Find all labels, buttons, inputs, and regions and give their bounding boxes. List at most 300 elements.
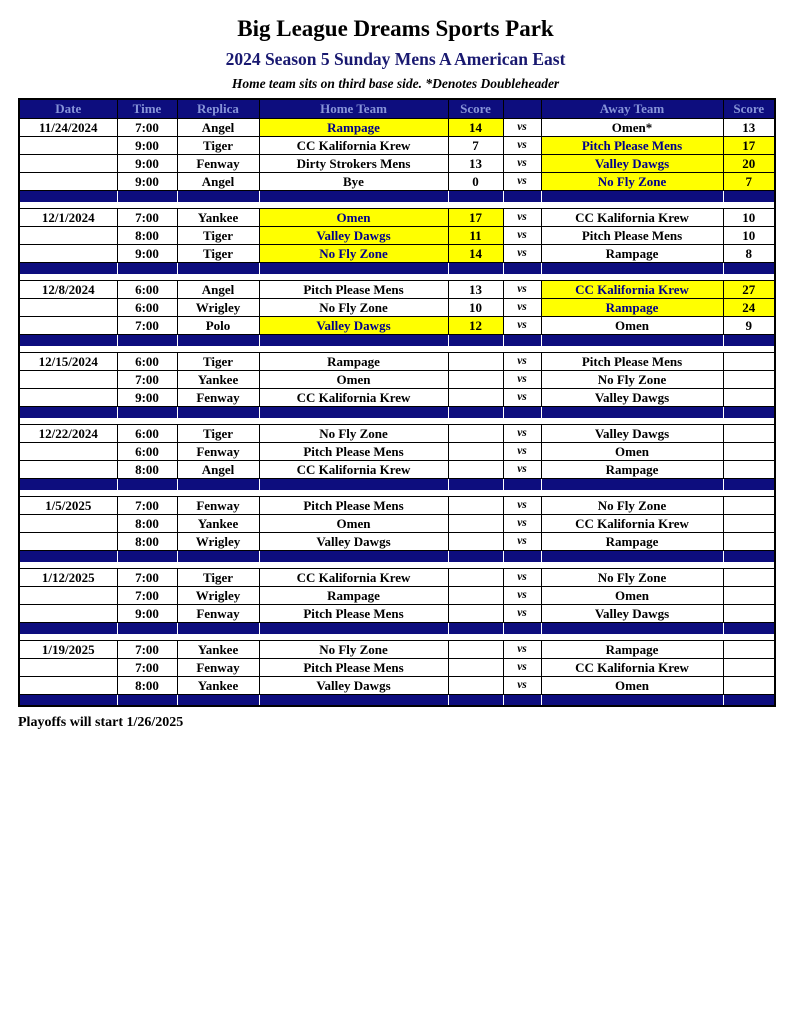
- date-cell: [19, 604, 117, 622]
- date-cell: 12/15/2024: [19, 352, 117, 370]
- separator-row: [19, 190, 775, 202]
- vs-cell: vs: [503, 370, 541, 388]
- replica-cell: Yankee: [177, 208, 259, 226]
- date-cell: [19, 136, 117, 154]
- home-score-cell: [448, 640, 503, 658]
- separator-row-cell: [259, 622, 448, 634]
- separator-row-cell: [19, 478, 117, 490]
- game-row: [19, 532, 775, 550]
- away-team-cell: Rampage: [541, 640, 723, 658]
- home-score-cell: [448, 370, 503, 388]
- away-score-cell: [723, 514, 775, 532]
- separator-row-cell: [723, 262, 775, 274]
- home-team-cell: Pitch Please Mens: [259, 604, 448, 622]
- away-team-cell: Rampage: [541, 244, 723, 262]
- separator-row-cell: [117, 622, 177, 634]
- away-team-cell: Valley Dawgs: [541, 424, 723, 442]
- replica-cell: Yankee: [177, 640, 259, 658]
- away-team-cell: Pitch Please Mens: [541, 226, 723, 244]
- time-cell: 7:00: [117, 568, 177, 586]
- home-team-cell: Rampage: [259, 586, 448, 604]
- separator-row-cell: [117, 478, 177, 490]
- home-score-cell: [448, 388, 503, 406]
- game-row: [19, 352, 775, 370]
- away-score-cell: 8: [723, 244, 775, 262]
- replica-cell: Fenway: [177, 442, 259, 460]
- home-score-cell: [448, 586, 503, 604]
- separator-row-cell: [177, 622, 259, 634]
- separator-row-cell: [723, 622, 775, 634]
- home-team-cell: CC Kalifornia Krew: [259, 568, 448, 586]
- replica-cell: Tiger: [177, 568, 259, 586]
- away-score-cell: 7: [723, 172, 775, 190]
- time-cell: 6:00: [117, 280, 177, 298]
- home-score-cell: 10: [448, 298, 503, 316]
- away-team-cell: Valley Dawgs: [541, 154, 723, 172]
- playoffs-note: Playoffs will start 1/26/2025: [18, 715, 184, 730]
- time-cell: 9:00: [117, 244, 177, 262]
- replica-cell: Tiger: [177, 226, 259, 244]
- home-team-cell: Pitch Please Mens: [259, 442, 448, 460]
- separator-row-cell: [177, 478, 259, 490]
- date-cell: [19, 442, 117, 460]
- away-team-cell: Rampage: [541, 460, 723, 478]
- column-header: Score: [723, 99, 775, 118]
- home-score-cell: 14: [448, 244, 503, 262]
- separator-row-cell: [541, 478, 723, 490]
- home-score-cell: 11: [448, 226, 503, 244]
- separator-row-cell: [503, 478, 541, 490]
- time-cell: 9:00: [117, 154, 177, 172]
- separator-row-cell: [503, 262, 541, 274]
- separator-row-cell: [541, 190, 723, 202]
- home-score-cell: [448, 604, 503, 622]
- vs-cell: vs: [503, 442, 541, 460]
- date-cell: [19, 316, 117, 334]
- vs-cell: vs: [503, 118, 541, 136]
- separator-row-cell: [177, 190, 259, 202]
- replica-cell: Tiger: [177, 424, 259, 442]
- separator-row-cell: [448, 550, 503, 562]
- away-team-cell: CC Kalifornia Krew: [541, 280, 723, 298]
- column-header: Score: [448, 99, 503, 118]
- home-score-cell: 12: [448, 316, 503, 334]
- replica-cell: Polo: [177, 316, 259, 334]
- time-cell: 9:00: [117, 604, 177, 622]
- date-cell: [19, 676, 117, 694]
- home-team-cell: Bye: [259, 172, 448, 190]
- away-score-cell: 27: [723, 280, 775, 298]
- vs-cell: vs: [503, 568, 541, 586]
- game-row: [19, 496, 775, 514]
- away-score-cell: [723, 604, 775, 622]
- time-cell: 7:00: [117, 208, 177, 226]
- home-team-cell: Valley Dawgs: [259, 676, 448, 694]
- vs-cell: vs: [503, 424, 541, 442]
- away-team-cell: Rampage: [541, 298, 723, 316]
- separator-row-cell: [541, 694, 723, 706]
- away-team-cell: No Fly Zone: [541, 496, 723, 514]
- date-cell: [19, 370, 117, 388]
- replica-cell: Fenway: [177, 388, 259, 406]
- game-row: [19, 244, 775, 262]
- date-cell: [19, 514, 117, 532]
- separator-row-cell: [19, 262, 117, 274]
- vs-cell: vs: [503, 604, 541, 622]
- vs-cell: vs: [503, 352, 541, 370]
- away-score-cell: [723, 586, 775, 604]
- separator-row: [19, 622, 775, 634]
- home-score-cell: [448, 460, 503, 478]
- separator-row-cell: [117, 190, 177, 202]
- replica-cell: Fenway: [177, 154, 259, 172]
- home-team-cell: Valley Dawgs: [259, 226, 448, 244]
- separator-row-cell: [723, 550, 775, 562]
- separator-row: [19, 406, 775, 418]
- home-team-cell: CC Kalifornia Krew: [259, 136, 448, 154]
- time-cell: 6:00: [117, 352, 177, 370]
- game-row: [19, 424, 775, 442]
- home-team-cell: Dirty Strokers Mens: [259, 154, 448, 172]
- separator-row: [19, 694, 775, 706]
- time-cell: 8:00: [117, 676, 177, 694]
- replica-cell: Fenway: [177, 658, 259, 676]
- separator-row-cell: [541, 262, 723, 274]
- column-header: Date: [19, 99, 117, 118]
- vs-cell: vs: [503, 658, 541, 676]
- home-score-cell: [448, 514, 503, 532]
- vs-cell: vs: [503, 496, 541, 514]
- game-row: [19, 604, 775, 622]
- date-cell: [19, 298, 117, 316]
- vs-cell: vs: [503, 298, 541, 316]
- vs-cell: vs: [503, 172, 541, 190]
- separator-row-cell: [177, 334, 259, 346]
- home-team-cell: No Fly Zone: [259, 298, 448, 316]
- separator-row-cell: [448, 622, 503, 634]
- separator-row-cell: [117, 694, 177, 706]
- game-row: [19, 298, 775, 316]
- home-score-cell: [448, 658, 503, 676]
- date-cell: [19, 154, 117, 172]
- separator-row-cell: [541, 622, 723, 634]
- separator-row-cell: [448, 334, 503, 346]
- separator-row-cell: [503, 622, 541, 634]
- time-cell: 6:00: [117, 442, 177, 460]
- home-score-cell: 13: [448, 280, 503, 298]
- away-score-cell: [723, 460, 775, 478]
- vs-cell: vs: [503, 280, 541, 298]
- vs-cell: vs: [503, 244, 541, 262]
- home-team-cell: Rampage: [259, 352, 448, 370]
- replica-cell: Wrigley: [177, 586, 259, 604]
- away-team-cell: No Fly Zone: [541, 568, 723, 586]
- time-cell: 6:00: [117, 298, 177, 316]
- date-cell: [19, 244, 117, 262]
- date-cell: 1/5/2025: [19, 496, 117, 514]
- schedule-table: [18, 98, 776, 707]
- date-cell: [19, 586, 117, 604]
- separator-row-cell: [19, 694, 117, 706]
- game-row: [19, 118, 775, 136]
- separator-row-cell: [177, 262, 259, 274]
- away-team-cell: CC Kalifornia Krew: [541, 514, 723, 532]
- home-team-cell: Valley Dawgs: [259, 532, 448, 550]
- date-cell: [19, 172, 117, 190]
- game-row: [19, 568, 775, 586]
- time-cell: 7:00: [117, 316, 177, 334]
- away-team-cell: Omen: [541, 586, 723, 604]
- away-team-cell: Omen: [541, 316, 723, 334]
- separator-row-cell: [541, 550, 723, 562]
- home-score-cell: 14: [448, 118, 503, 136]
- replica-cell: Angel: [177, 460, 259, 478]
- separator-row: [19, 478, 775, 490]
- away-team-cell: Pitch Please Mens: [541, 136, 723, 154]
- home-score-cell: [448, 676, 503, 694]
- vs-cell: vs: [503, 532, 541, 550]
- vs-cell: vs: [503, 208, 541, 226]
- home-team-cell: No Fly Zone: [259, 424, 448, 442]
- game-row: [19, 136, 775, 154]
- away-team-cell: Omen: [541, 442, 723, 460]
- date-cell: 12/8/2024: [19, 280, 117, 298]
- home-score-cell: [448, 532, 503, 550]
- away-score-cell: 17: [723, 136, 775, 154]
- replica-cell: Wrigley: [177, 298, 259, 316]
- away-score-cell: 24: [723, 298, 775, 316]
- away-team-cell: No Fly Zone: [541, 172, 723, 190]
- away-score-cell: [723, 442, 775, 460]
- away-score-cell: 10: [723, 208, 775, 226]
- column-header: Replica: [177, 99, 259, 118]
- time-cell: 7:00: [117, 118, 177, 136]
- vs-cell: vs: [503, 514, 541, 532]
- away-team-cell: Omen: [541, 676, 723, 694]
- game-row: [19, 154, 775, 172]
- separator-row-cell: [117, 550, 177, 562]
- time-cell: 7:00: [117, 640, 177, 658]
- home-team-cell: Pitch Please Mens: [259, 280, 448, 298]
- home-team-cell: Omen: [259, 514, 448, 532]
- time-cell: 7:00: [117, 370, 177, 388]
- home-score-cell: 7: [448, 136, 503, 154]
- time-cell: 6:00: [117, 424, 177, 442]
- separator-row-cell: [259, 262, 448, 274]
- away-team-cell: No Fly Zone: [541, 370, 723, 388]
- date-cell: 12/22/2024: [19, 424, 117, 442]
- date-cell: 12/1/2024: [19, 208, 117, 226]
- separator-row-cell: [259, 334, 448, 346]
- game-row: [19, 586, 775, 604]
- separator-row-cell: [19, 190, 117, 202]
- away-score-cell: [723, 676, 775, 694]
- time-cell: 8:00: [117, 460, 177, 478]
- separator-row-cell: [19, 406, 117, 418]
- vs-cell: vs: [503, 460, 541, 478]
- replica-cell: Angel: [177, 280, 259, 298]
- home-team-cell: Rampage: [259, 118, 448, 136]
- separator-row-cell: [259, 406, 448, 418]
- vs-cell: vs: [503, 136, 541, 154]
- replica-cell: Tiger: [177, 136, 259, 154]
- separator-row-cell: [503, 406, 541, 418]
- date-cell: [19, 532, 117, 550]
- home-team-cell: CC Kalifornia Krew: [259, 460, 448, 478]
- separator-row-cell: [117, 406, 177, 418]
- game-row: [19, 370, 775, 388]
- column-header: Time: [117, 99, 177, 118]
- separator-row-cell: [723, 406, 775, 418]
- separator-row-cell: [723, 478, 775, 490]
- separator-row: [19, 334, 775, 346]
- separator-row-cell: [259, 478, 448, 490]
- home-team-cell: No Fly Zone: [259, 244, 448, 262]
- home-score-cell: 13: [448, 154, 503, 172]
- page-title: Big League Dreams Sports Park: [237, 16, 554, 41]
- vs-cell: vs: [503, 640, 541, 658]
- away-score-cell: [723, 640, 775, 658]
- home-team-cell: No Fly Zone: [259, 640, 448, 658]
- home-team-cell: Omen: [259, 370, 448, 388]
- separator-row-cell: [259, 694, 448, 706]
- vs-cell: vs: [503, 676, 541, 694]
- time-cell: 7:00: [117, 658, 177, 676]
- time-cell: 8:00: [117, 514, 177, 532]
- game-row: [19, 208, 775, 226]
- time-cell: 9:00: [117, 172, 177, 190]
- away-team-cell: Omen*: [541, 118, 723, 136]
- separator-row-cell: [259, 190, 448, 202]
- home-score-cell: [448, 352, 503, 370]
- replica-cell: Angel: [177, 172, 259, 190]
- away-score-cell: [723, 352, 775, 370]
- game-row: [19, 172, 775, 190]
- home-score-cell: 17: [448, 208, 503, 226]
- vs-cell: vs: [503, 316, 541, 334]
- game-row: [19, 226, 775, 244]
- game-row: [19, 388, 775, 406]
- vs-cell: vs: [503, 154, 541, 172]
- date-cell: 1/19/2025: [19, 640, 117, 658]
- away-team-cell: CC Kalifornia Krew: [541, 658, 723, 676]
- date-cell: [19, 460, 117, 478]
- home-score-cell: 0: [448, 172, 503, 190]
- away-score-cell: [723, 496, 775, 514]
- home-team-cell: Valley Dawgs: [259, 316, 448, 334]
- date-cell: 1/12/2025: [19, 568, 117, 586]
- away-score-cell: 20: [723, 154, 775, 172]
- replica-cell: Tiger: [177, 352, 259, 370]
- home-team-cell: Pitch Please Mens: [259, 496, 448, 514]
- home-team-cell: Pitch Please Mens: [259, 658, 448, 676]
- separator-row-cell: [177, 550, 259, 562]
- away-team-cell: Valley Dawgs: [541, 388, 723, 406]
- game-row: [19, 460, 775, 478]
- game-row: [19, 514, 775, 532]
- column-header: Away Team: [541, 99, 723, 118]
- game-row: [19, 640, 775, 658]
- replica-cell: Yankee: [177, 676, 259, 694]
- header-row: [19, 99, 775, 118]
- home-team-cell: Omen: [259, 208, 448, 226]
- replica-cell: Wrigley: [177, 532, 259, 550]
- time-cell: 8:00: [117, 226, 177, 244]
- separator-row-cell: [19, 334, 117, 346]
- separator-row-cell: [448, 478, 503, 490]
- game-row: [19, 280, 775, 298]
- date-cell: [19, 388, 117, 406]
- separator-row-cell: [117, 262, 177, 274]
- date-cell: [19, 226, 117, 244]
- separator-row-cell: [541, 334, 723, 346]
- time-cell: 9:00: [117, 136, 177, 154]
- date-cell: [19, 658, 117, 676]
- away-team-cell: Valley Dawgs: [541, 604, 723, 622]
- separator-row-cell: [19, 550, 117, 562]
- column-header: [503, 99, 541, 118]
- replica-cell: Fenway: [177, 496, 259, 514]
- separator-row-cell: [448, 262, 503, 274]
- separator-row-cell: [177, 694, 259, 706]
- separator-row-cell: [723, 334, 775, 346]
- home-score-cell: [448, 442, 503, 460]
- separator-row: [19, 262, 775, 274]
- time-cell: 8:00: [117, 532, 177, 550]
- away-score-cell: 13: [723, 118, 775, 136]
- time-cell: 7:00: [117, 586, 177, 604]
- separator-row-cell: [19, 622, 117, 634]
- replica-cell: Angel: [177, 118, 259, 136]
- home-score-cell: [448, 496, 503, 514]
- vs-cell: vs: [503, 388, 541, 406]
- time-cell: 7:00: [117, 496, 177, 514]
- replica-cell: Yankee: [177, 370, 259, 388]
- page-subtitle: 2024 Season 5 Sunday Mens A American East: [225, 49, 566, 69]
- separator-row-cell: [117, 334, 177, 346]
- separator-row-cell: [503, 694, 541, 706]
- separator-row-cell: [448, 190, 503, 202]
- separator-row-cell: [723, 190, 775, 202]
- away-team-cell: CC Kalifornia Krew: [541, 208, 723, 226]
- separator-row-cell: [177, 406, 259, 418]
- separator-row-cell: [503, 190, 541, 202]
- replica-cell: Yankee: [177, 514, 259, 532]
- away-score-cell: [723, 424, 775, 442]
- date-cell: 11/24/2024: [19, 118, 117, 136]
- separator-row-cell: [448, 406, 503, 418]
- away-score-cell: [723, 370, 775, 388]
- away-score-cell: 9: [723, 316, 775, 334]
- vs-cell: vs: [503, 226, 541, 244]
- separator-row-cell: [503, 334, 541, 346]
- game-row: [19, 658, 775, 676]
- home-team-cell: CC Kalifornia Krew: [259, 388, 448, 406]
- home-team-note: Home team sits on third base side. *Denotes Doubleheader: [231, 76, 560, 91]
- separator-row-cell: [259, 550, 448, 562]
- game-row: [19, 676, 775, 694]
- separator-row-cell: [541, 406, 723, 418]
- game-row: [19, 442, 775, 460]
- away-team-cell: Rampage: [541, 532, 723, 550]
- separator-row-cell: [448, 694, 503, 706]
- away-score-cell: [723, 532, 775, 550]
- away-score-cell: 10: [723, 226, 775, 244]
- replica-cell: Tiger: [177, 244, 259, 262]
- replica-cell: Fenway: [177, 604, 259, 622]
- home-score-cell: [448, 568, 503, 586]
- table-header: [19, 99, 775, 118]
